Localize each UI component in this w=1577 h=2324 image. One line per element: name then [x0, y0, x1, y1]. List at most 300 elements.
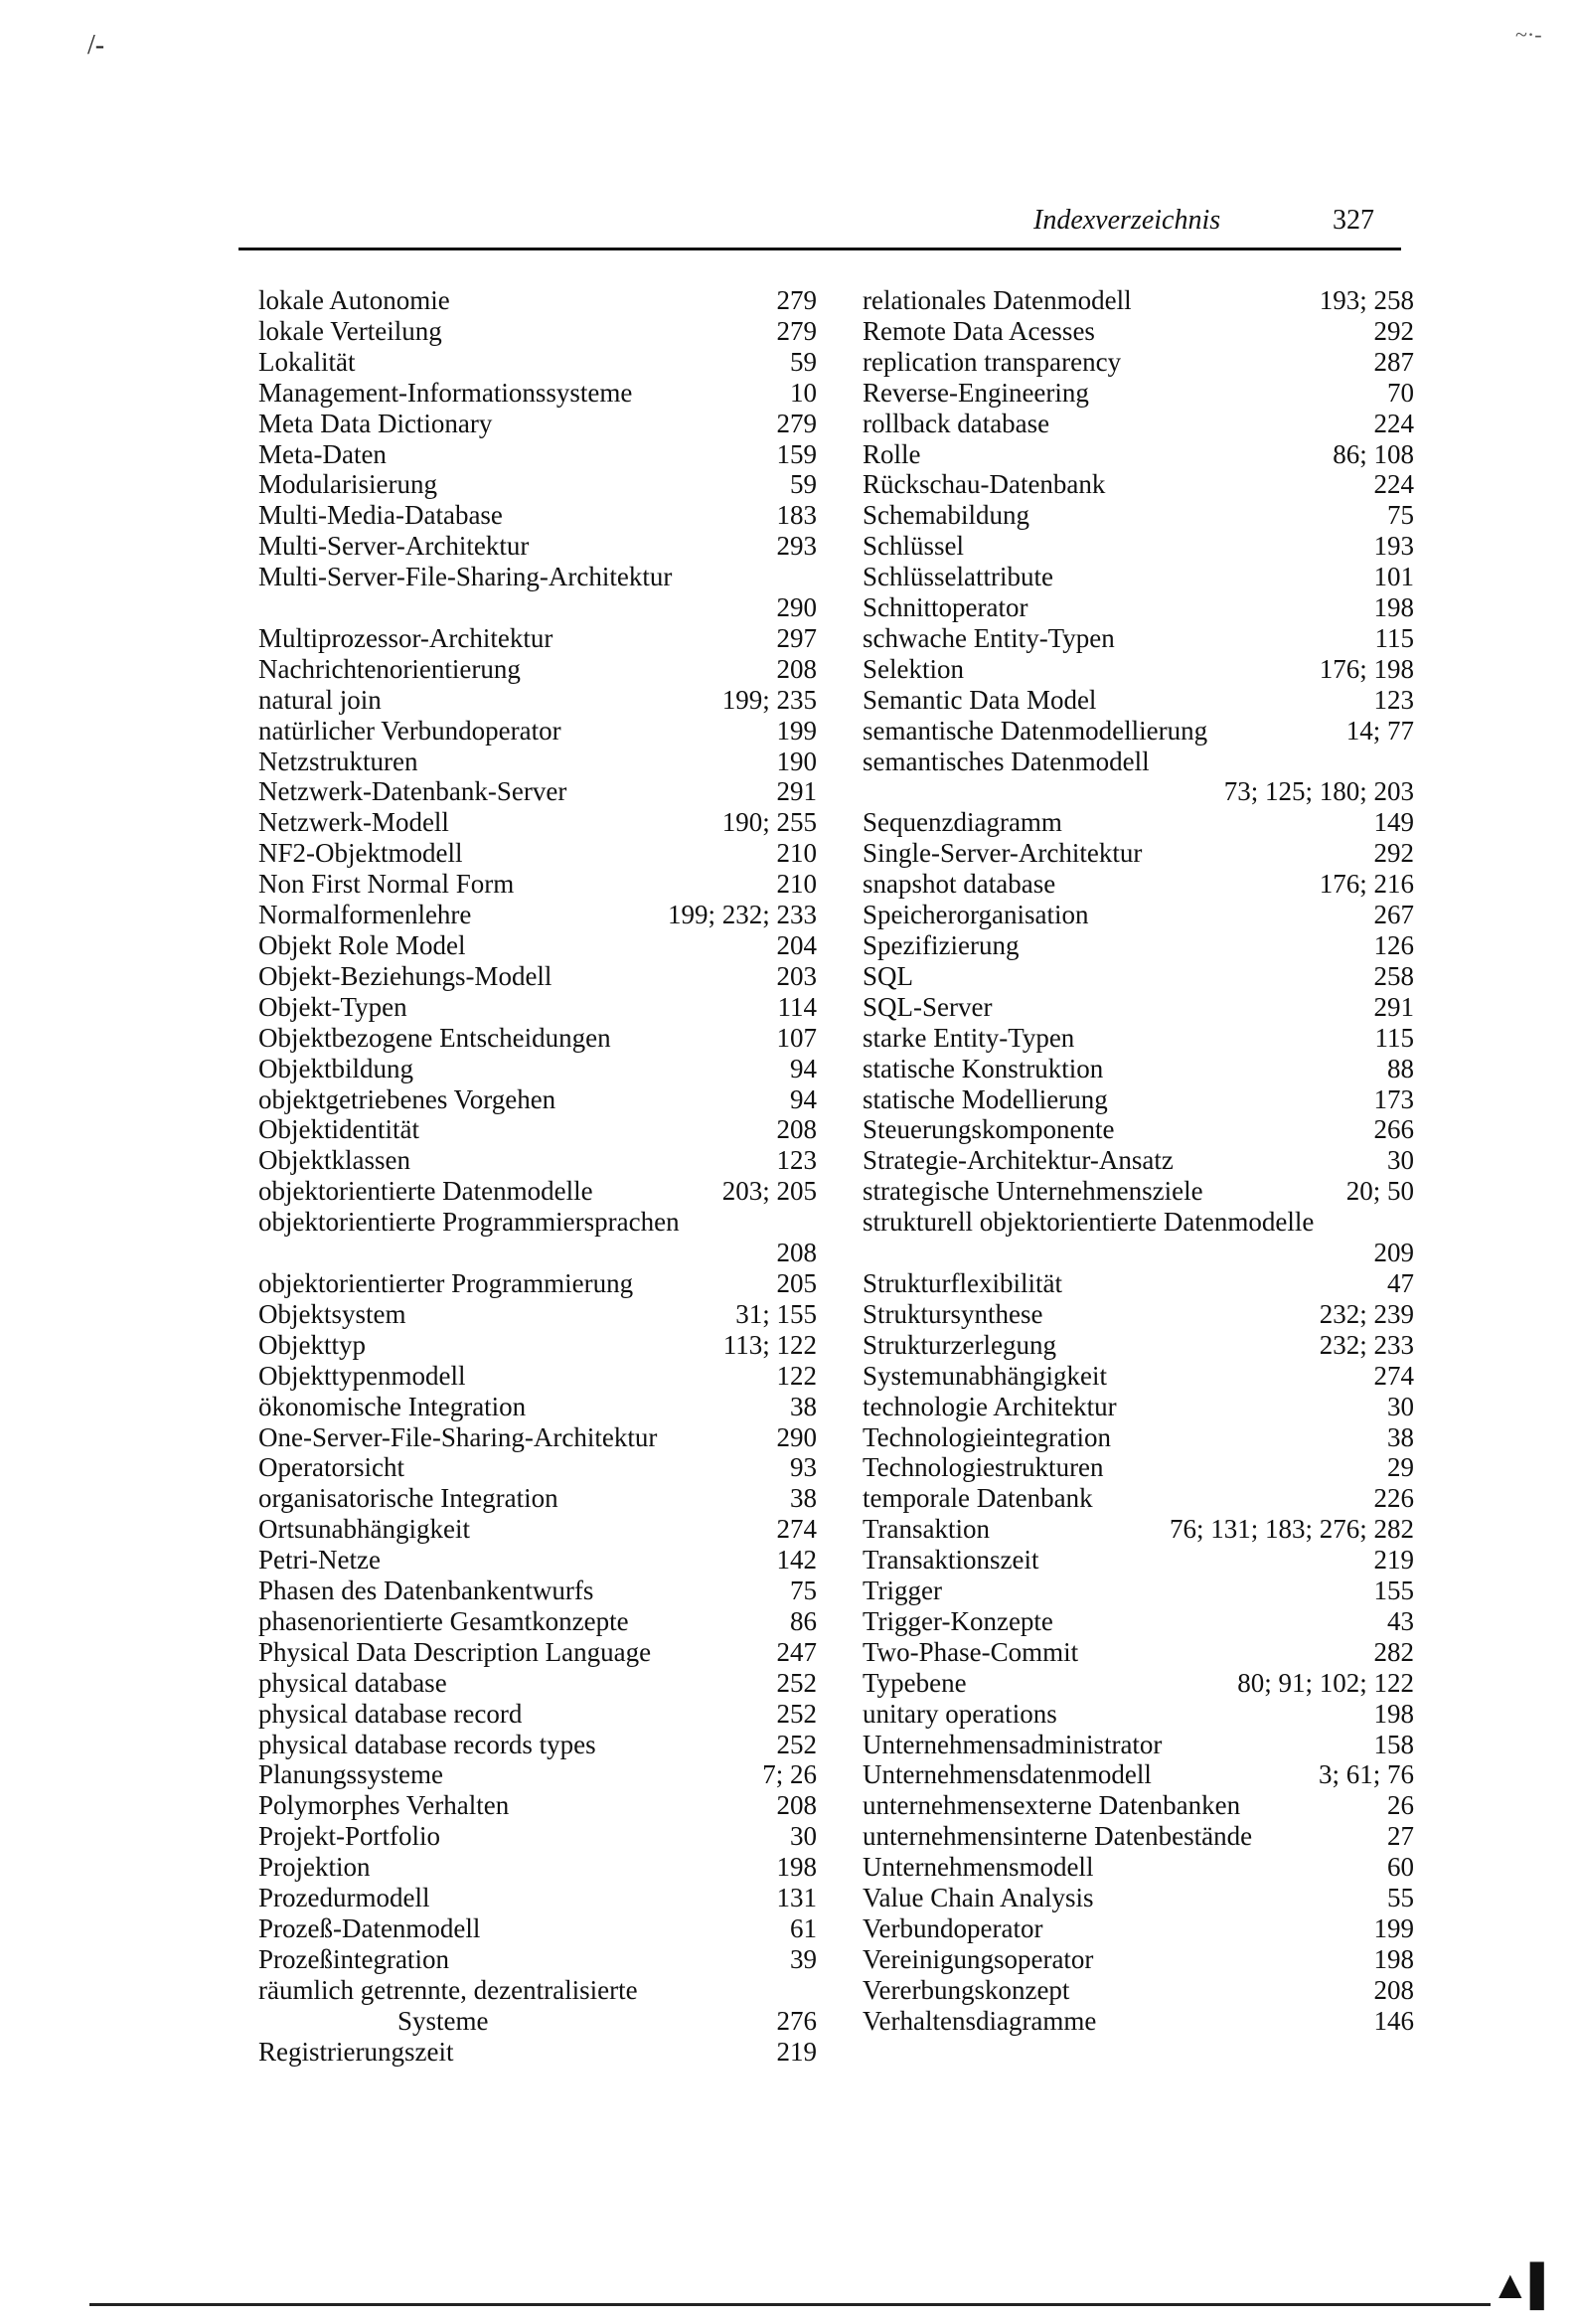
index-entry — [258, 2006, 817, 2037]
index-term: Trigger — [863, 1576, 943, 1606]
index-term: Technologiestrukturen — [863, 1452, 1104, 1483]
index-page-refs: 267 — [1373, 900, 1414, 930]
index-page-refs: 31; 155 — [735, 1298, 817, 1329]
index-entry — [258, 469, 817, 500]
index-entry — [863, 2006, 1414, 2037]
index-entry — [258, 654, 817, 685]
index-entry — [258, 347, 817, 378]
index-page-refs: 146 — [1373, 2005, 1414, 2036]
index-term: Prozeßintegration — [258, 1943, 449, 1974]
index-term: objektgetriebenes Vorgehen — [258, 1083, 556, 1114]
index-term: Nachrichtenorientierung — [258, 653, 521, 684]
scan-mark-bottom-right: ▲▌ — [1491, 2262, 1558, 2307]
index-term: Strukturzerlegung — [863, 1329, 1056, 1360]
index-term: organisatorische Integration — [258, 1483, 558, 1514]
index-term: Reverse-Engineering — [863, 377, 1089, 408]
index-entry — [863, 1699, 1414, 1730]
index-page-refs: 55 — [1387, 1883, 1414, 1913]
index-entry — [863, 1637, 1414, 1668]
index-page-refs: 155 — [1373, 1576, 1414, 1606]
index-page-refs: 149 — [1373, 807, 1414, 838]
index-entry — [258, 1759, 817, 1790]
index-page-refs: 291 — [776, 776, 817, 807]
index-term: technologie Architektur — [863, 1391, 1117, 1421]
index-term: Verhaltensdiagramme — [863, 2005, 1097, 2036]
index-term: lokale Verteilung — [258, 315, 442, 346]
index-page-refs: 224 — [1373, 469, 1414, 500]
index-term: Strategie-Architektur-Ansatz — [863, 1145, 1174, 1176]
index-entry — [258, 1668, 817, 1699]
index-term: Unternehmensdatenmodell — [863, 1759, 1152, 1790]
index-page-refs: 75 — [1387, 500, 1414, 531]
index-term: Lokalität — [258, 346, 356, 377]
index-entry — [863, 1176, 1414, 1207]
index-entry — [863, 747, 1414, 808]
index-page-refs: 204 — [776, 930, 817, 961]
index-page-refs: 219 — [1373, 1545, 1414, 1576]
index-term: Meta-Daten — [258, 438, 387, 469]
index-page-refs: 10 — [790, 377, 817, 408]
index-page-refs: 292 — [1373, 315, 1414, 346]
index-entry — [258, 409, 817, 439]
index-entry — [863, 1975, 1414, 2006]
index-page-refs: 274 — [776, 1514, 817, 1545]
index-page-refs: 282 — [1373, 1636, 1414, 1667]
index-term: Netzstrukturen — [258, 746, 418, 776]
running-head — [1004, 205, 1396, 245]
index-term: Unternehmensadministrator — [863, 1729, 1163, 1759]
index-term: Multi-Server-File-Sharing-Architektur — [258, 562, 673, 592]
index-entry — [863, 531, 1414, 562]
scan-mark-top-left: /- — [87, 30, 105, 61]
index-term: Modularisierung — [258, 469, 437, 500]
index-term: ökonomische Integration — [258, 1391, 527, 1421]
index-term: Management-Informationssysteme — [258, 377, 633, 408]
index-term: physical database — [258, 1667, 447, 1698]
index-page-refs: 115 — [1374, 622, 1414, 653]
index-term: Schemabildung — [863, 500, 1029, 531]
index-term: Objekttypenmodell — [258, 1360, 466, 1391]
index-entry — [863, 1913, 1414, 1944]
index-entry — [258, 1023, 817, 1054]
index-page-refs: 208 — [776, 653, 817, 684]
index-entry — [863, 347, 1414, 378]
index-entry — [258, 1790, 817, 1821]
index-term: objektorientierter Programmierung — [258, 1267, 634, 1298]
index-entry — [258, 900, 817, 930]
index-entry — [863, 961, 1414, 992]
index-entry — [863, 1606, 1414, 1637]
index-page-refs: 193 — [1373, 531, 1414, 562]
bottom-rule — [89, 2303, 1491, 2306]
index-page-refs: 203 — [776, 960, 817, 991]
index-term: NF2-Objektmodell — [258, 838, 463, 869]
index-entry — [863, 409, 1414, 439]
index-term: Non First Normal Form — [258, 869, 515, 900]
index-entry — [863, 1268, 1414, 1299]
index-term: Single-Server-Architektur — [863, 838, 1143, 869]
index-entry — [258, 1913, 817, 1944]
index-term: Multi-Media-Database — [258, 500, 503, 531]
index-entry — [863, 1330, 1414, 1361]
index-entry — [863, 1207, 1414, 1268]
index-entry — [863, 1114, 1414, 1145]
index-term: Multiprozessor-Architektur — [258, 622, 553, 653]
index-entry — [863, 930, 1414, 961]
index-entry — [258, 500, 817, 531]
index-entry — [258, 316, 817, 347]
index-term: Multi-Server-Architektur — [258, 531, 530, 562]
index-entry — [258, 1852, 817, 1883]
index-page-refs: 205 — [776, 1267, 817, 1298]
index-page-refs: 75 — [790, 1576, 817, 1606]
index-page-refs: 115 — [1374, 1022, 1414, 1053]
index-term: Projektion — [258, 1852, 371, 1883]
index-page-refs: 122 — [776, 1360, 817, 1391]
index-term: relationales Datenmodell — [863, 285, 1132, 315]
index-page-refs: 274 — [1373, 1360, 1414, 1391]
index-entry — [258, 1145, 817, 1176]
index-entry — [863, 439, 1414, 470]
index-entry — [863, 316, 1414, 347]
index-term: Trigger-Konzepte — [863, 1605, 1053, 1636]
index-term: Netzwerk-Modell — [258, 807, 449, 838]
index-term: strategische Unternehmensziele — [863, 1176, 1203, 1207]
index-term: Registrierungszeit — [258, 2036, 454, 2067]
index-term: Netzwerk-Datenbank-Server — [258, 776, 567, 807]
index-page-refs: 38 — [1387, 1421, 1414, 1452]
index-term: objektorientierte Programmiersprachen — [258, 1207, 680, 1238]
index-term: Normalformenlehre — [258, 900, 472, 930]
index-term: Verbundoperator — [863, 1913, 1043, 1943]
index-term: One-Server-File-Sharing-Architektur — [258, 1421, 658, 1452]
index-term: Technologieintegration — [863, 1421, 1112, 1452]
index-entry — [863, 1422, 1414, 1453]
index-term: Objekt-Beziehungs-Modell — [258, 960, 552, 991]
index-page-refs: 61 — [790, 1913, 817, 1943]
index-page-refs: 208 — [776, 1114, 817, 1145]
index-entry — [863, 623, 1414, 654]
index-entry — [863, 285, 1414, 316]
index-term: snapshot database — [863, 869, 1056, 900]
index-page-refs: 26 — [1387, 1790, 1414, 1821]
index-page-refs: 123 — [1373, 684, 1414, 715]
index-entry — [258, 562, 817, 623]
index-page-refs: 266 — [1373, 1114, 1414, 1145]
index-term: Objekt Role Model — [258, 930, 466, 961]
index-page-refs: 290 — [776, 592, 817, 623]
index-page-refs: 183 — [776, 500, 817, 531]
index-entry — [258, 1606, 817, 1637]
index-entry — [258, 1361, 817, 1392]
index-term: Semantic Data Model — [863, 684, 1097, 715]
index-page-refs: 27 — [1387, 1821, 1414, 1852]
index-term: Schlüssel — [863, 531, 965, 562]
index-term: Two-Phase-Commit — [863, 1636, 1079, 1667]
index-entry — [258, 378, 817, 409]
index-entry — [258, 1483, 817, 1514]
index-entry — [863, 807, 1414, 838]
index-page-refs: 38 — [790, 1483, 817, 1514]
index-entry — [863, 1852, 1414, 1883]
index-entry — [863, 1054, 1414, 1084]
index-page-refs: 176; 216 — [1319, 869, 1414, 900]
index-page-refs: 208 — [776, 1238, 817, 1268]
index-page-refs: 190; 255 — [721, 807, 817, 838]
index-entry — [863, 1392, 1414, 1422]
index-page-refs: 219 — [776, 2036, 817, 2067]
index-page-refs: 30 — [790, 1821, 817, 1852]
index-term: Projekt-Portfolio — [258, 1821, 440, 1852]
index-entry — [258, 1299, 817, 1330]
index-page-refs: 29 — [1387, 1452, 1414, 1483]
index-entry — [863, 1821, 1414, 1852]
index-entry — [258, 1422, 817, 1453]
index-entry — [258, 1545, 817, 1576]
index-page-refs: 80; 91; 102; 122 — [1237, 1667, 1414, 1698]
index-entry — [863, 1023, 1414, 1054]
index-term: semantisches Datenmodell — [863, 746, 1150, 776]
index-page-refs: 232; 239 — [1319, 1298, 1414, 1329]
index-term: starke Entity-Typen — [863, 1022, 1075, 1053]
index-page-refs: 142 — [776, 1545, 817, 1576]
index-page-refs: 198 — [1373, 592, 1414, 623]
index-term: Rückschau-Datenbank — [863, 469, 1106, 500]
index-entry — [258, 1054, 817, 1084]
index-page-refs: 279 — [776, 408, 817, 438]
index-term: objektorientierte Datenmodelle — [258, 1176, 593, 1207]
index-entry — [863, 500, 1414, 531]
index-page-refs: 173 — [1373, 1083, 1414, 1114]
index-term: Steuerungskomponente — [863, 1114, 1115, 1145]
index-entry — [863, 1361, 1414, 1392]
index-page-refs: 198 — [776, 1852, 817, 1883]
index-entry — [863, 469, 1414, 500]
index-page-refs: 159 — [776, 438, 817, 469]
index-entry — [863, 716, 1414, 747]
index-page-refs: 293 — [776, 531, 817, 562]
index-entry — [863, 562, 1414, 592]
index-page-refs: 86; 108 — [1333, 438, 1414, 469]
index-entry — [258, 776, 817, 807]
index-page-refs: 30 — [1387, 1145, 1414, 1176]
index-term: Objektidentität — [258, 1114, 419, 1145]
index-page-refs: 101 — [1373, 562, 1414, 592]
index-term: Sequenzdiagramm — [863, 807, 1062, 838]
index-page-refs: 39 — [790, 1943, 817, 1974]
index-term: Vererbungskonzept — [863, 1974, 1070, 2005]
index-entry — [258, 1821, 817, 1852]
index-page-refs: 198 — [1373, 1698, 1414, 1729]
index-page-refs: 291 — [1373, 991, 1414, 1022]
index-page-refs: 30 — [1387, 1391, 1414, 1421]
index-entry — [258, 531, 817, 562]
index-page-refs: 94 — [790, 1053, 817, 1083]
index-term: unternehmensinterne Datenbestände — [863, 1821, 1253, 1852]
index-page-refs: 3; 61; 76 — [1318, 1759, 1414, 1790]
index-entry — [863, 838, 1414, 869]
index-term: Polymorphes Verhalten — [258, 1790, 510, 1821]
index-term: Planungssysteme — [258, 1759, 443, 1790]
index-entry — [258, 1114, 817, 1145]
index-term: Typebene — [863, 1667, 967, 1698]
index-term: lokale Autonomie — [258, 285, 450, 315]
index-term: Systemunabhängigkeit — [863, 1360, 1107, 1391]
index-page-refs: 93 — [790, 1452, 817, 1483]
index-term: Speicherorganisation — [863, 900, 1089, 930]
index-term: Petri-Netze — [258, 1545, 381, 1576]
index-term: replication transparency — [863, 346, 1122, 377]
index-page-refs: 198 — [1373, 1943, 1414, 1974]
index-entry — [258, 1176, 817, 1207]
index-page-refs: 20; 50 — [1345, 1176, 1414, 1207]
index-entry — [258, 930, 817, 961]
index-entry — [863, 1883, 1414, 1913]
index-entry — [258, 716, 817, 747]
index-page-refs: 131 — [776, 1883, 817, 1913]
index-page-refs: 209 — [1373, 1238, 1414, 1268]
index-term: Prozeß-Datenmodell — [258, 1913, 481, 1943]
index-page-refs: 208 — [776, 1790, 817, 1821]
index-entry — [258, 1883, 817, 1913]
index-page-refs: 199 — [1373, 1913, 1414, 1943]
index-page-refs: 252 — [776, 1667, 817, 1698]
index-entry — [258, 992, 817, 1023]
index-entry — [258, 1207, 817, 1268]
index-page-refs: 292 — [1373, 838, 1414, 869]
index-page-refs: 193; 258 — [1319, 285, 1414, 315]
index-entry — [258, 1452, 817, 1483]
index-page-refs: 7; 26 — [762, 1759, 817, 1790]
index-term: Objekttyp — [258, 1329, 366, 1360]
index-entry — [258, 623, 817, 654]
index-page-refs: 107 — [776, 1022, 817, 1053]
index-page-refs: 279 — [776, 315, 817, 346]
index-term: Selektion — [863, 653, 964, 684]
index-entry — [258, 1730, 817, 1760]
index-term: Physical Data Description Language — [258, 1636, 652, 1667]
index-entry — [258, 1699, 817, 1730]
index-entry — [863, 1759, 1414, 1790]
index-term: physical database record — [258, 1698, 523, 1729]
index-page-refs: 203; 205 — [721, 1176, 817, 1207]
index-entry — [258, 1944, 817, 1975]
page-number: 327 — [1333, 205, 1374, 236]
index-page-refs: 94 — [790, 1083, 817, 1114]
index-entry — [258, 1084, 817, 1115]
index-page-refs: 88 — [1387, 1053, 1414, 1083]
index-page-refs: 113; 122 — [722, 1329, 817, 1360]
index-entry — [258, 1975, 817, 2006]
index-page-refs: 47 — [1387, 1267, 1414, 1298]
index-page-refs: 258 — [1373, 960, 1414, 991]
index-entry — [258, 1330, 817, 1361]
index-page-refs: 252 — [776, 1698, 817, 1729]
index-page-refs: 210 — [776, 838, 817, 869]
index-term: Ortsunabhängigkeit — [258, 1514, 470, 1545]
index-term: Phasen des Datenbankentwurfs — [258, 1576, 594, 1606]
index-column-left — [258, 285, 817, 2068]
index-page-refs: 210 — [776, 869, 817, 900]
running-head-title: Indexverzeichnis — [1033, 205, 1221, 236]
index-term: Spezifizierung — [863, 930, 1020, 961]
index-term: Objektbildung — [258, 1053, 413, 1083]
index-term: Objektklassen — [258, 1145, 410, 1176]
index-page-refs: 290 — [776, 1421, 817, 1452]
index-entry — [863, 654, 1414, 685]
index-page-refs: 297 — [776, 622, 817, 653]
index-entry — [258, 1268, 817, 1299]
index-term: Strukturflexibilität — [863, 1267, 1062, 1298]
index-entry — [863, 1483, 1414, 1514]
index-entry — [863, 1668, 1414, 1699]
index-entry — [863, 1145, 1414, 1176]
index-page-refs: 60 — [1387, 1852, 1414, 1883]
index-entry — [863, 1790, 1414, 1821]
index-entry — [863, 378, 1414, 409]
index-term: schwache Entity-Typen — [863, 622, 1115, 653]
index-entry — [863, 1084, 1414, 1115]
index-term: Struktursynthese — [863, 1298, 1043, 1329]
index-page-refs: 59 — [790, 346, 817, 377]
index-entry — [863, 592, 1414, 623]
index-term: unternehmensexterne Datenbanken — [863, 1790, 1241, 1821]
index-term: semantische Datenmodellierung — [863, 715, 1208, 746]
scan-mark-top-right: ~·- — [1515, 22, 1542, 47]
index-entry — [258, 1637, 817, 1668]
index-term: Meta Data Dictionary — [258, 408, 493, 438]
index-entry — [258, 961, 817, 992]
index-page-refs: 158 — [1373, 1729, 1414, 1759]
index-page-refs: 224 — [1373, 408, 1414, 438]
index-page-refs: 199; 232; 233 — [667, 900, 817, 930]
index-term: Prozedurmodell — [258, 1883, 430, 1913]
index-entry — [258, 285, 817, 316]
index-page-refs: 276 — [776, 2005, 817, 2036]
index-page-refs: 59 — [790, 469, 817, 500]
index-page-refs: 190 — [776, 746, 817, 776]
index-page-refs: 86 — [790, 1605, 817, 1636]
index-term: Rolle — [863, 438, 921, 469]
index-entry — [863, 1299, 1414, 1330]
index-term: natural join — [258, 684, 382, 715]
index-entry — [863, 1576, 1414, 1606]
index-entry — [258, 1576, 817, 1606]
index-term: SQL — [863, 960, 914, 991]
index-entry — [863, 869, 1414, 900]
index-page-refs: 287 — [1373, 346, 1414, 377]
index-page-refs: 279 — [776, 285, 817, 315]
index-term: unitary operations — [863, 1698, 1057, 1729]
index-page-refs: 43 — [1387, 1605, 1414, 1636]
index-term: statische Modellierung — [863, 1083, 1108, 1114]
index-entry — [863, 900, 1414, 930]
index-entry — [258, 685, 817, 716]
index-term: Objekt-Typen — [258, 991, 407, 1022]
index-term: Unternehmensmodell — [863, 1852, 1094, 1883]
index-entry — [863, 992, 1414, 1023]
index-entry — [258, 1514, 817, 1545]
index-page-refs: 76; 131; 183; 276; 282 — [1169, 1514, 1414, 1545]
header-rule — [238, 248, 1401, 250]
index-term: temporale Datenbank — [863, 1483, 1093, 1514]
index-term: räumlich getrennte, dezentralisierte — [258, 1974, 638, 2005]
index-entry — [863, 1452, 1414, 1483]
index-term: Operatorsicht — [258, 1452, 404, 1483]
index-entry — [258, 1392, 817, 1422]
index-term: Value Chain Analysis — [863, 1883, 1094, 1913]
index-term: Schlüsselattribute — [863, 562, 1053, 592]
